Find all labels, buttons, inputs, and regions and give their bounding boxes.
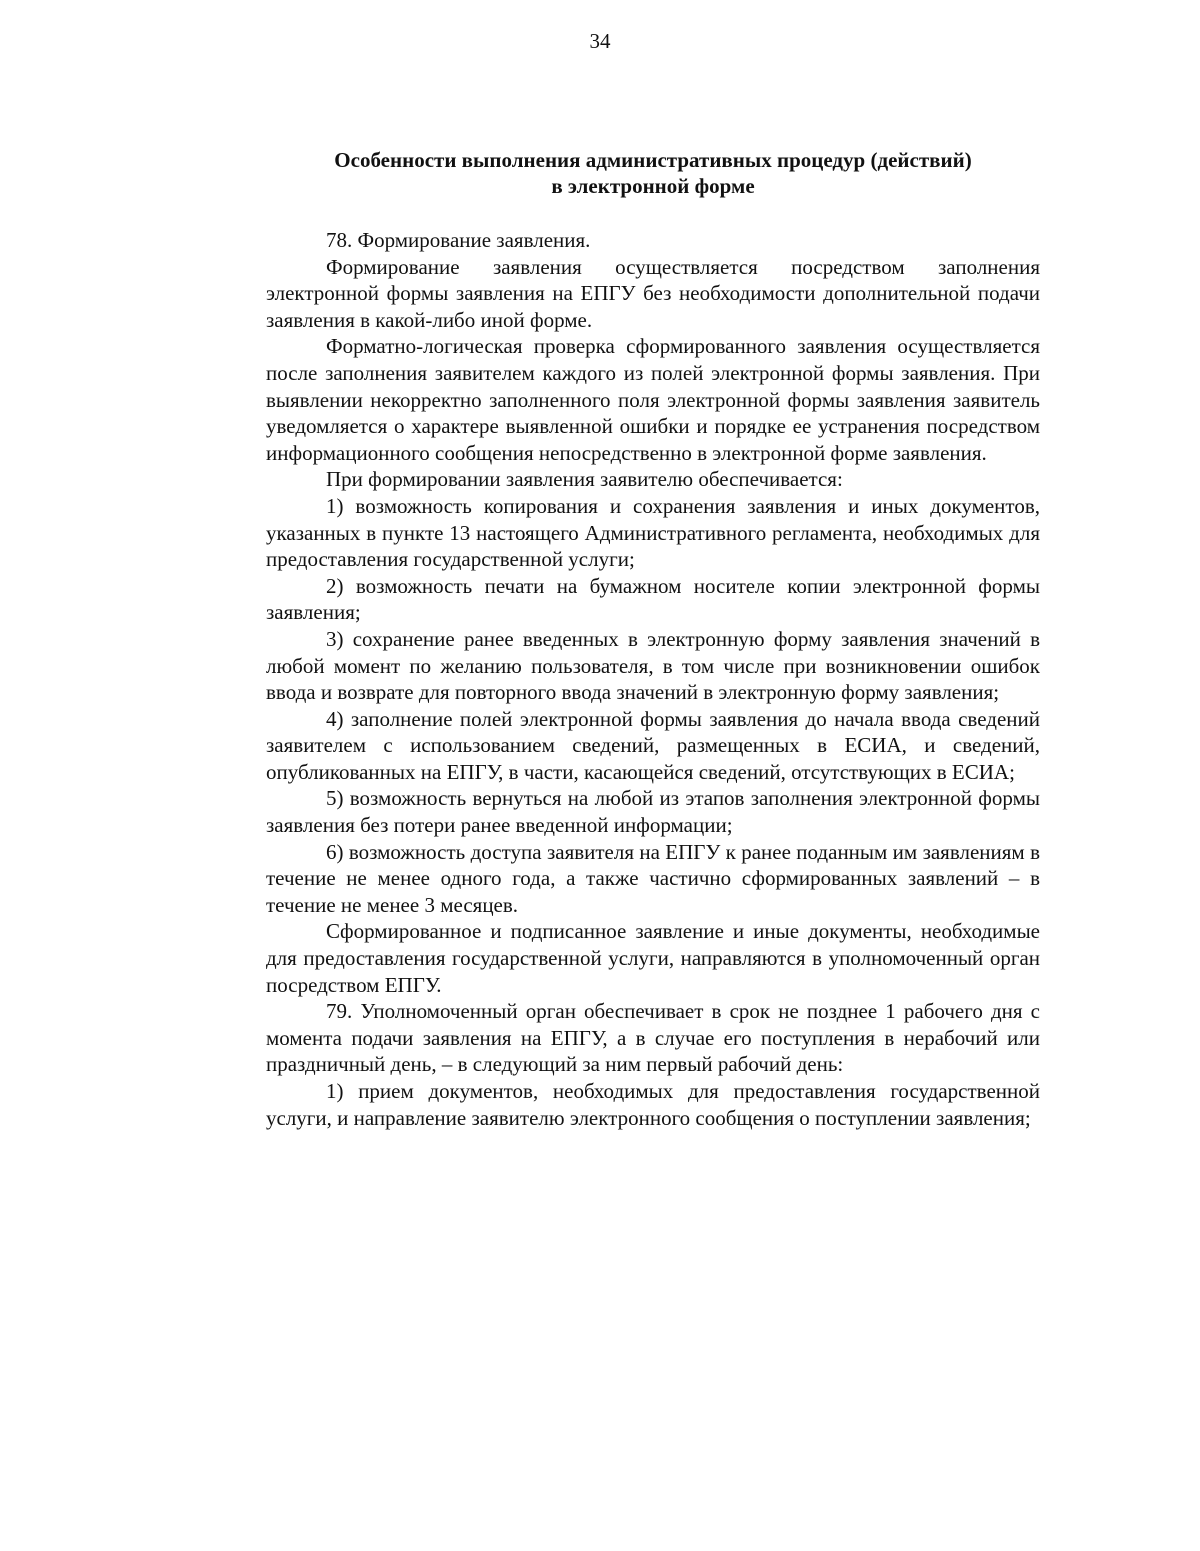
paragraph-item-78-title: 78. Формирование заявления. — [326, 228, 591, 252]
section-heading-line-1: Особенности выполнения административных процедур (действий) — [334, 148, 972, 172]
list-item: 4) заполнение полей электронной формы заявления до начала ввода сведений заявителем с использованием сведений, размещенных в ЕСИА, и сведений, опубликованных на ЕПГУ, в части, касающейся сведений, отсутствующих в ЕСИА; — [266, 706, 1040, 784]
paragraph: Форматно-логическая проверка сформированного заявления осуществляется после заполнения заявителем каждого из полей электронной формы заявления. При выявлении некорректно заполненного поля электронной формы заявления заявитель уведомляется о характере выявленной ошибки и порядке ее устранения посредством информационного сообщения непосредственно в электронной форме заявления. — [266, 334, 1040, 465]
list-item: 3) сохранение ранее введенных в электронную форму заявления значений в любой момент по желанию пользователя, в том числе при возникновении ошибок ввода и возврате для повторного ввода значений в электронную форму заявления; — [266, 626, 1040, 705]
list-item: 6) возможность доступа заявителя на ЕПГУ к ранее поданным им заявлениям в течение не менее одного года, а также частично сформированных заявлений – в течение не менее 3 месяцев. — [266, 839, 1040, 917]
document-body — [266, 227, 1040, 1131]
list-item: 1) возможность копирования и сохранения заявления и иных документов, указанных в пункте 13 настоящего Административного регламента, необходимых для предоставления государственной услуги; — [266, 493, 1040, 572]
list-item: 1) прием документов, необходимых для предоставления государственной услуги, и направление заявителю электронного сообщения о поступлении заявления; — [266, 1079, 1040, 1130]
section-heading — [266, 147, 1040, 199]
page-number: 34 — [589, 29, 611, 53]
section-heading-line-2: в электронной форме — [551, 174, 755, 198]
list-item: 5) возможность вернуться на любой из этапов заполнения электронной формы заявления без потери ранее введенной информации; — [266, 786, 1040, 838]
list-item: 2) возможность печати на бумажном носителе копии электронной формы заявления; — [266, 573, 1040, 625]
paragraph: Сформированное и подписанное заявление и иные документы, необходимые для предоставления государственной услуги, направляются в уполномоченный орган посредством ЕПГУ. — [266, 919, 1040, 997]
paragraph-item-79: 79. Уполномоченный орган обеспечивает в срок не позднее 1 рабочего дня с момента подачи заявления на ЕПГУ, а в случае его поступления в нерабочий или праздничный день, – в следующий за ним первый рабочий день: — [266, 999, 1040, 1077]
paragraph: При формировании заявления заявителю обеспечивается: — [326, 467, 843, 492]
paragraph: Формирование заявления осуществляется посредством заполнения электронной формы заявления на ЕПГУ без необходимости дополнительной подачи заявления в какой-либо иной форме. — [266, 254, 1040, 332]
